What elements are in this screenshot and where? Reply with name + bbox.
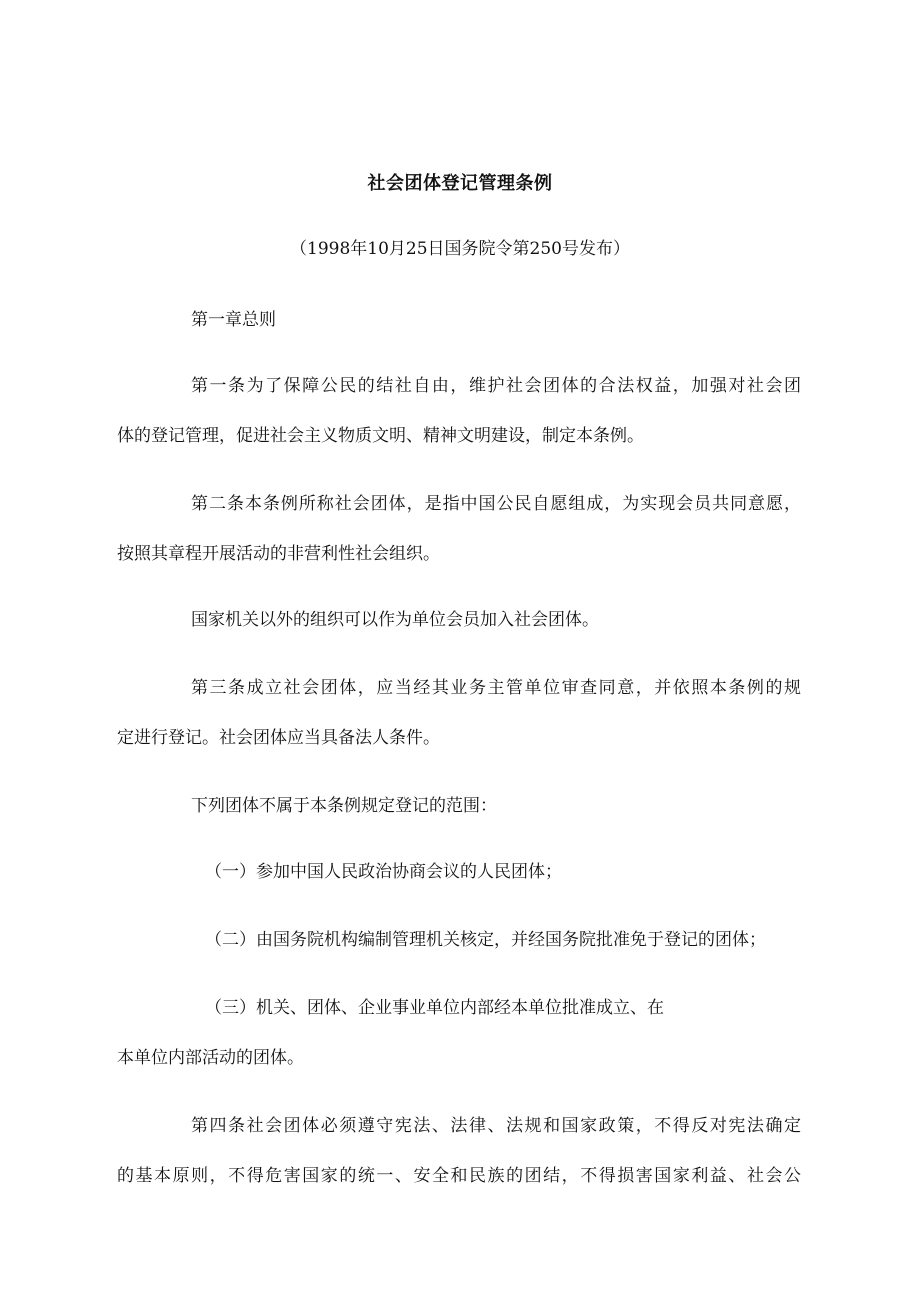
article-3-line-2: 定进行登记。社会团体应当具备法人条件。 [117,728,440,748]
list-item-1: （一）参加中国人民政治协商会议的人民团体； [205,862,562,882]
article-1-line-1: 第一条为了保障公民的结社自由，维护社会团体的合法权益，加强对社会团 [191,376,801,396]
article-3-line-1: 第三条成立社会团体，应当经其业务主管单位审查同意，并依照本条例的规 [191,678,801,698]
list-item-3-line-1: （三）机关、团体、企业事业单位内部经本单位批准成立、在 [205,998,664,1018]
article-2-paragraph-2: 国家机关以外的组织可以作为单位会员加入社会团体。 [191,610,599,630]
article-4-line-1: 第四条社会团体必须遵守宪法、法律、法规和国家政策，不得反对宪法确定 [191,1116,801,1136]
document-title: 社会团体登记管理条例 [367,173,553,194]
chapter-heading: 第一章总则 [191,310,276,330]
article-1-line-2: 体的登记管理，促进社会主义物质文明、精神文明建设，制定本条例。 [117,426,644,446]
document-subtitle: （1998年10月25日国务院令第250号发布） [290,239,630,259]
list-item-2: （二）由国务院机构编制管理机关核定，并经国务院批准免于登记的团体； [205,930,766,950]
list-item-3-line-2: 本单位内部活动的团体。 [117,1048,304,1068]
article-2-line-1: 第二条本条例所称社会团体，是指中国公民自愿组成，为实现会员共同意愿， [191,494,801,514]
article-2-line-2: 按照其章程开展活动的非营利性社会组织。 [117,544,440,564]
article-3-paragraph-2: 下列团体不属于本条例规定登记的范围： [191,796,497,816]
article-4-line-2: 的基本原则，不得危害国家的统一、安全和民族的团结，不得损害国家利益、社会公 [117,1166,801,1186]
